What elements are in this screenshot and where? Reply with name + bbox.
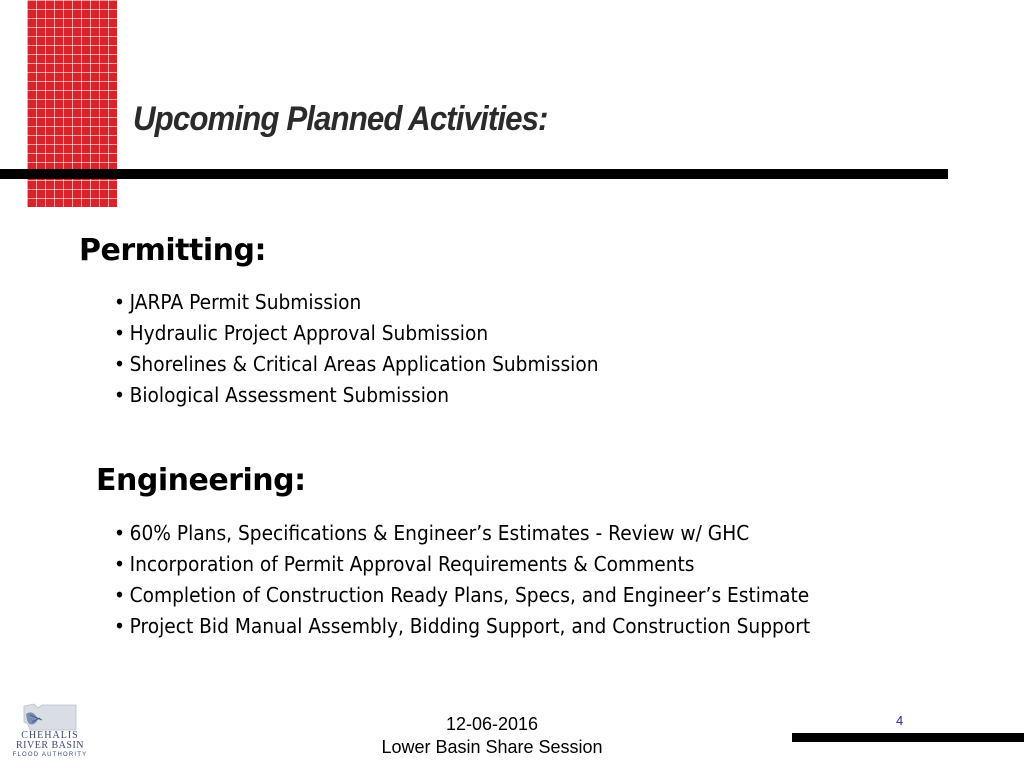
list-item: • Incorporation of Permit Approval Requirements & Comments xyxy=(114,549,810,580)
list-item: • Project Bid Manual Assembly, Bidding Support, and Construction Support xyxy=(114,611,810,642)
permitting-heading: Permitting: xyxy=(79,233,266,268)
engineering-heading: Engineering: xyxy=(96,463,306,498)
list-item: • Biological Assessment Submission xyxy=(114,380,598,411)
flood-authority-logo xyxy=(8,700,92,764)
permitting-list xyxy=(114,287,635,411)
footer-session: Lower Basin Share Session xyxy=(381,737,603,757)
list-item: • Shorelines & Critical Areas Application Submission xyxy=(114,349,598,380)
list-item: • 60% Plans, Specifications & Engineer’s Estimates - Review w/ GHC xyxy=(114,518,810,549)
list-item: • Hydraulic Project Approval Submission xyxy=(114,318,598,349)
page-number: 4 xyxy=(896,713,904,728)
list-item: • Completion of Construction Ready Plans, Specs, and Engineer’s Estimate xyxy=(114,580,810,611)
footer-date: 12-06-2016 xyxy=(445,714,539,734)
title-divider xyxy=(0,169,948,179)
list-item: • JARPA Permit Submission xyxy=(114,287,598,318)
washington-state-map-icon xyxy=(20,700,80,732)
logo-text-line2: RIVER BASIN xyxy=(15,740,84,751)
footer-divider xyxy=(792,733,1024,742)
logo-text-line3: FLOOD AUTHORITY xyxy=(12,752,88,758)
engineering-list xyxy=(114,518,863,642)
logo-text-line1: CHEHALIS xyxy=(21,730,79,741)
slide-title: Upcoming Planned Activities: xyxy=(133,100,548,138)
